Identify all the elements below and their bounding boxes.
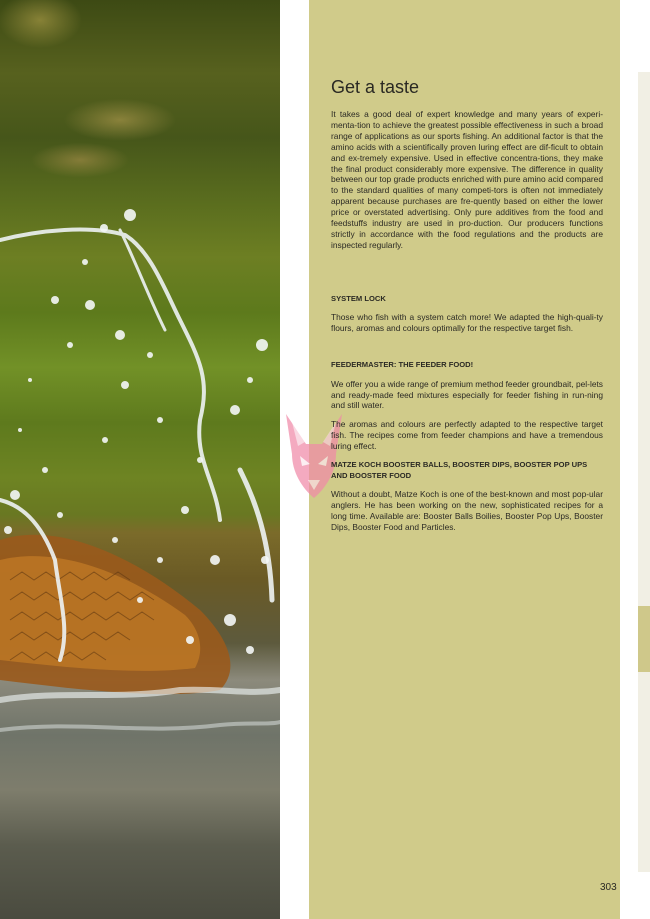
- chapter-tab-active: [638, 606, 650, 672]
- section-paragraph: Those who fish with a system catch more! We adapted the high-quali-ty flours, aromas and colours optimally for the respective target fish.: [331, 312, 603, 334]
- section-heading-feedermaster: FEEDERMASTER: THE FEEDER FOOD!: [331, 360, 474, 370]
- page-number: 303: [600, 882, 617, 893]
- section-paragraph: We offer you a wide range of premium method feeder groundbait, pel-lets and ready-made feed mixtures especially for feeder fishing in run-ning and still water.: [331, 378, 603, 411]
- section-heading-system-lock: SYSTEM LOCK: [331, 293, 386, 303]
- article: [331, 76, 603, 533]
- section-heading-booster: MATZE KOCH BOOSTER BALLS, BOOSTER DIPS, BOOSTER POP UPS AND BOOSTER FOOD: [331, 460, 588, 480]
- water-splash-graphic: [0, 0, 280, 919]
- section-paragraph: Without a doubt, Matze Koch is one of the best-known and most pop-ular anglers. He has been working on the new, sophisticated recipes for a long time. Available are: Booster Balls Boilies, Booster Pop Ups, Booster Dips, Booster Food and Particles.: [331, 489, 603, 532]
- fish-splash-photo: [0, 0, 280, 919]
- section-paragraph: The aromas and colours are perfectly adapted to the respective target fish. The recipes come from feeder champions and have a tremendous luring effect.: [331, 419, 603, 452]
- article-title: Get a taste: [331, 77, 420, 97]
- chapter-tab-strip: [638, 72, 650, 872]
- intro-paragraph: It takes a good deal of expert knowledge and many years of experi-menta-tion to achieve the greatest possible effectiveness in such a broad range of applications as our sports fishing. An additional factor is that the amino acids with a scientifically proven luring effect are dif-ficult to obtain and ex-tremely expensive. Used in effective concentra-tions, they make the final product considerably more expensive. The difference in quality between our top grade products enriched with pure amino acid compared to the standard qualities of many competi-tors is often not immediately apparent because purchases are fre-quently based on either the lower price or overstated advertising. Only pure additives from the food and feedstuffs industry are used in pro-duction. Our producers functions strictly in accordance with the food regulations and the products are inspected regularly.: [331, 109, 603, 250]
